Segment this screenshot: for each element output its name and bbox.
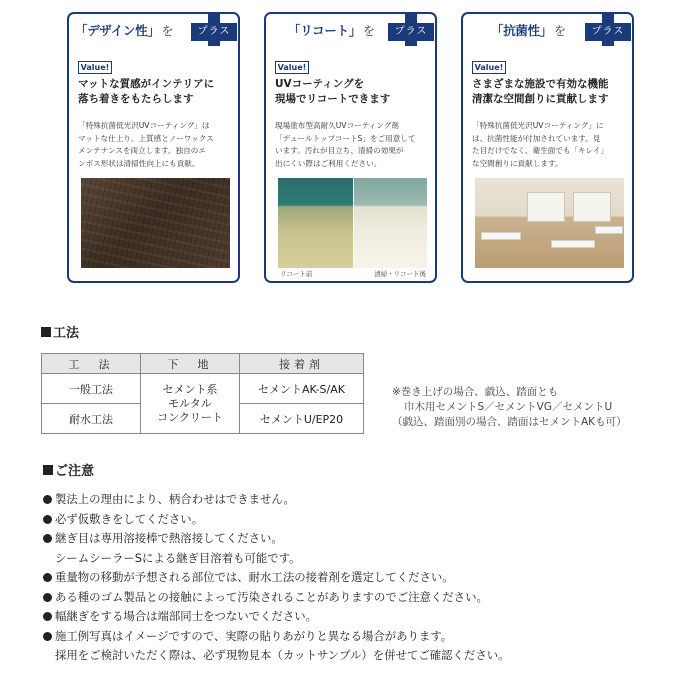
bullet-icon <box>43 632 52 641</box>
card-body: 「特殊抗菌低光沢UVコーティング」は マットな仕上り。上質感とノーワックス メンテナンスを両立します。独自のエ ンボス形状は清掃性向上にも貢献。 <box>78 121 214 168</box>
value-tag: Value! <box>78 61 112 74</box>
bullet-icon <box>43 515 52 524</box>
caution-text: 幅継ぎをする場合は端部同士をつないでください。 <box>55 609 317 623</box>
list-item <box>43 568 683 588</box>
bullet-icon <box>43 593 52 602</box>
card-title-particle: を <box>362 23 375 38</box>
card-heading <box>288 21 375 39</box>
method-table <box>41 353 364 434</box>
table-header-method: 工 法 <box>42 354 141 374</box>
caption-before: リコート前 <box>280 270 313 278</box>
card-heading <box>75 21 174 39</box>
bullet-icon <box>43 573 52 582</box>
before-half <box>278 178 353 268</box>
square-bullet-icon <box>41 327 51 337</box>
after-half <box>353 178 428 268</box>
table-cell-method: 一般工法 <box>42 374 141 404</box>
table-header-adhesive: 接着剤 <box>240 354 364 374</box>
bullet-icon <box>43 495 52 504</box>
card-title: 「抗菌性」 <box>491 23 553 38</box>
window-shape <box>573 192 611 222</box>
hospital-room-photo <box>475 178 624 268</box>
wood-floor-photo <box>81 178 230 268</box>
caution-list <box>43 490 683 666</box>
card-title: 「リコート」 <box>288 23 361 38</box>
table-row <box>42 374 364 404</box>
feature-card-antibacterial <box>461 12 634 283</box>
caution-section-title <box>43 460 94 479</box>
plus-badge: プラス <box>585 23 631 41</box>
list-item <box>43 529 683 568</box>
bed-shape <box>481 232 521 240</box>
table-cell-ground: セメント系 モルタル コンクリート <box>141 374 240 434</box>
card-body: 現場塗布型高耐久UVコーティング剤 「デュールトップコートS」をご用意して います。汚れが目立ち、清掃の効果が 出にくい際はご利用ください。 <box>275 121 416 168</box>
value-tag: Value! <box>275 61 309 74</box>
table-header-ground: 下 地 <box>141 354 240 374</box>
feature-card-recoat <box>264 12 437 283</box>
bullet-icon <box>43 534 52 543</box>
window-shape <box>527 192 565 222</box>
bullet-icon <box>43 612 52 621</box>
card-lead: UVコーティングを 現場でリコートできます <box>275 78 391 105</box>
list-item <box>43 588 683 608</box>
bed-shape <box>595 226 623 234</box>
value-tag: Value! <box>472 61 506 74</box>
plus-badge: プラス <box>388 23 434 41</box>
card-lead: さまざまな施設で有効な機能 清潔な空間創りに貢献します <box>472 78 609 105</box>
caution-text: 施工例写真はイメージですので、実際の貼りあがりと異なる場合があります。 <box>55 628 453 643</box>
table-header-row <box>42 354 364 374</box>
table-cell-adhesive: セメントAK-S/AK <box>240 374 364 404</box>
list-item <box>43 627 683 666</box>
caution-text: 重量物の移動が予想される部位では、耐水工法の接着剤を選定してください。 <box>55 570 454 584</box>
list-item <box>43 510 683 530</box>
photo-divider <box>353 178 354 268</box>
list-item <box>43 490 683 510</box>
card-lead: マットな質感がインテリアに 落ち着きをもたらします <box>78 78 215 105</box>
caution-text: 継ぎ目は専用溶接棒で熱溶接してください。 <box>55 531 283 545</box>
feature-card-design <box>67 12 240 283</box>
card-heading <box>491 21 566 39</box>
card-title: 「デザイン性」 <box>75 23 160 38</box>
caution-subtext: 採用をご検討いただく際は、必ず現物見本（カットサンプル）を併せてご確認ください。 <box>55 648 510 662</box>
side-note-line: ※巻き上げの場合、戯込、踏面とも <box>392 386 559 398</box>
method-side-note <box>392 385 692 430</box>
table-cell-adhesive: セメントU/EP20 <box>240 404 364 434</box>
caution-text: 必ず仮敷きをしてください。 <box>55 511 204 526</box>
plus-badge: プラス <box>191 23 237 41</box>
caution-subtext: シームシーラーSによる継ぎ目溶着も可能です。 <box>55 550 301 565</box>
list-item <box>43 607 683 627</box>
bed-shape <box>551 240 595 248</box>
side-note-line: （戯込、踏面別の場合、踏面はセメントAKも可） <box>392 416 627 428</box>
caution-text: 製法上の理由により、柄合わせはできません。 <box>55 492 295 506</box>
photo-captions <box>280 269 426 278</box>
side-note-line: 巾木用セメントS／セメントVG／セメントU <box>404 401 613 413</box>
card-body: 「特殊抗菌低光沢UVコーティング」に は、抗菌性能が付加されています。見 た目だけでなく、衛生面でも「キレイ」 な空間創りに貢献します。 <box>472 121 609 168</box>
square-bullet-icon <box>43 465 53 475</box>
card-title-particle: を <box>161 23 174 38</box>
caution-title-text: ご注意 <box>55 464 95 479</box>
table-cell-method: 耐水工法 <box>42 404 141 434</box>
recoat-before-after-photo <box>278 178 427 268</box>
caption-after: 清掃・リコート後 <box>374 270 426 278</box>
caution-text: ある種のゴム製品との接触によって汚染されることがありますのでご注意ください。 <box>55 589 488 604</box>
card-title-particle: を <box>554 23 567 38</box>
method-title-text: 工法 <box>53 326 80 341</box>
method-section-title <box>41 322 79 341</box>
